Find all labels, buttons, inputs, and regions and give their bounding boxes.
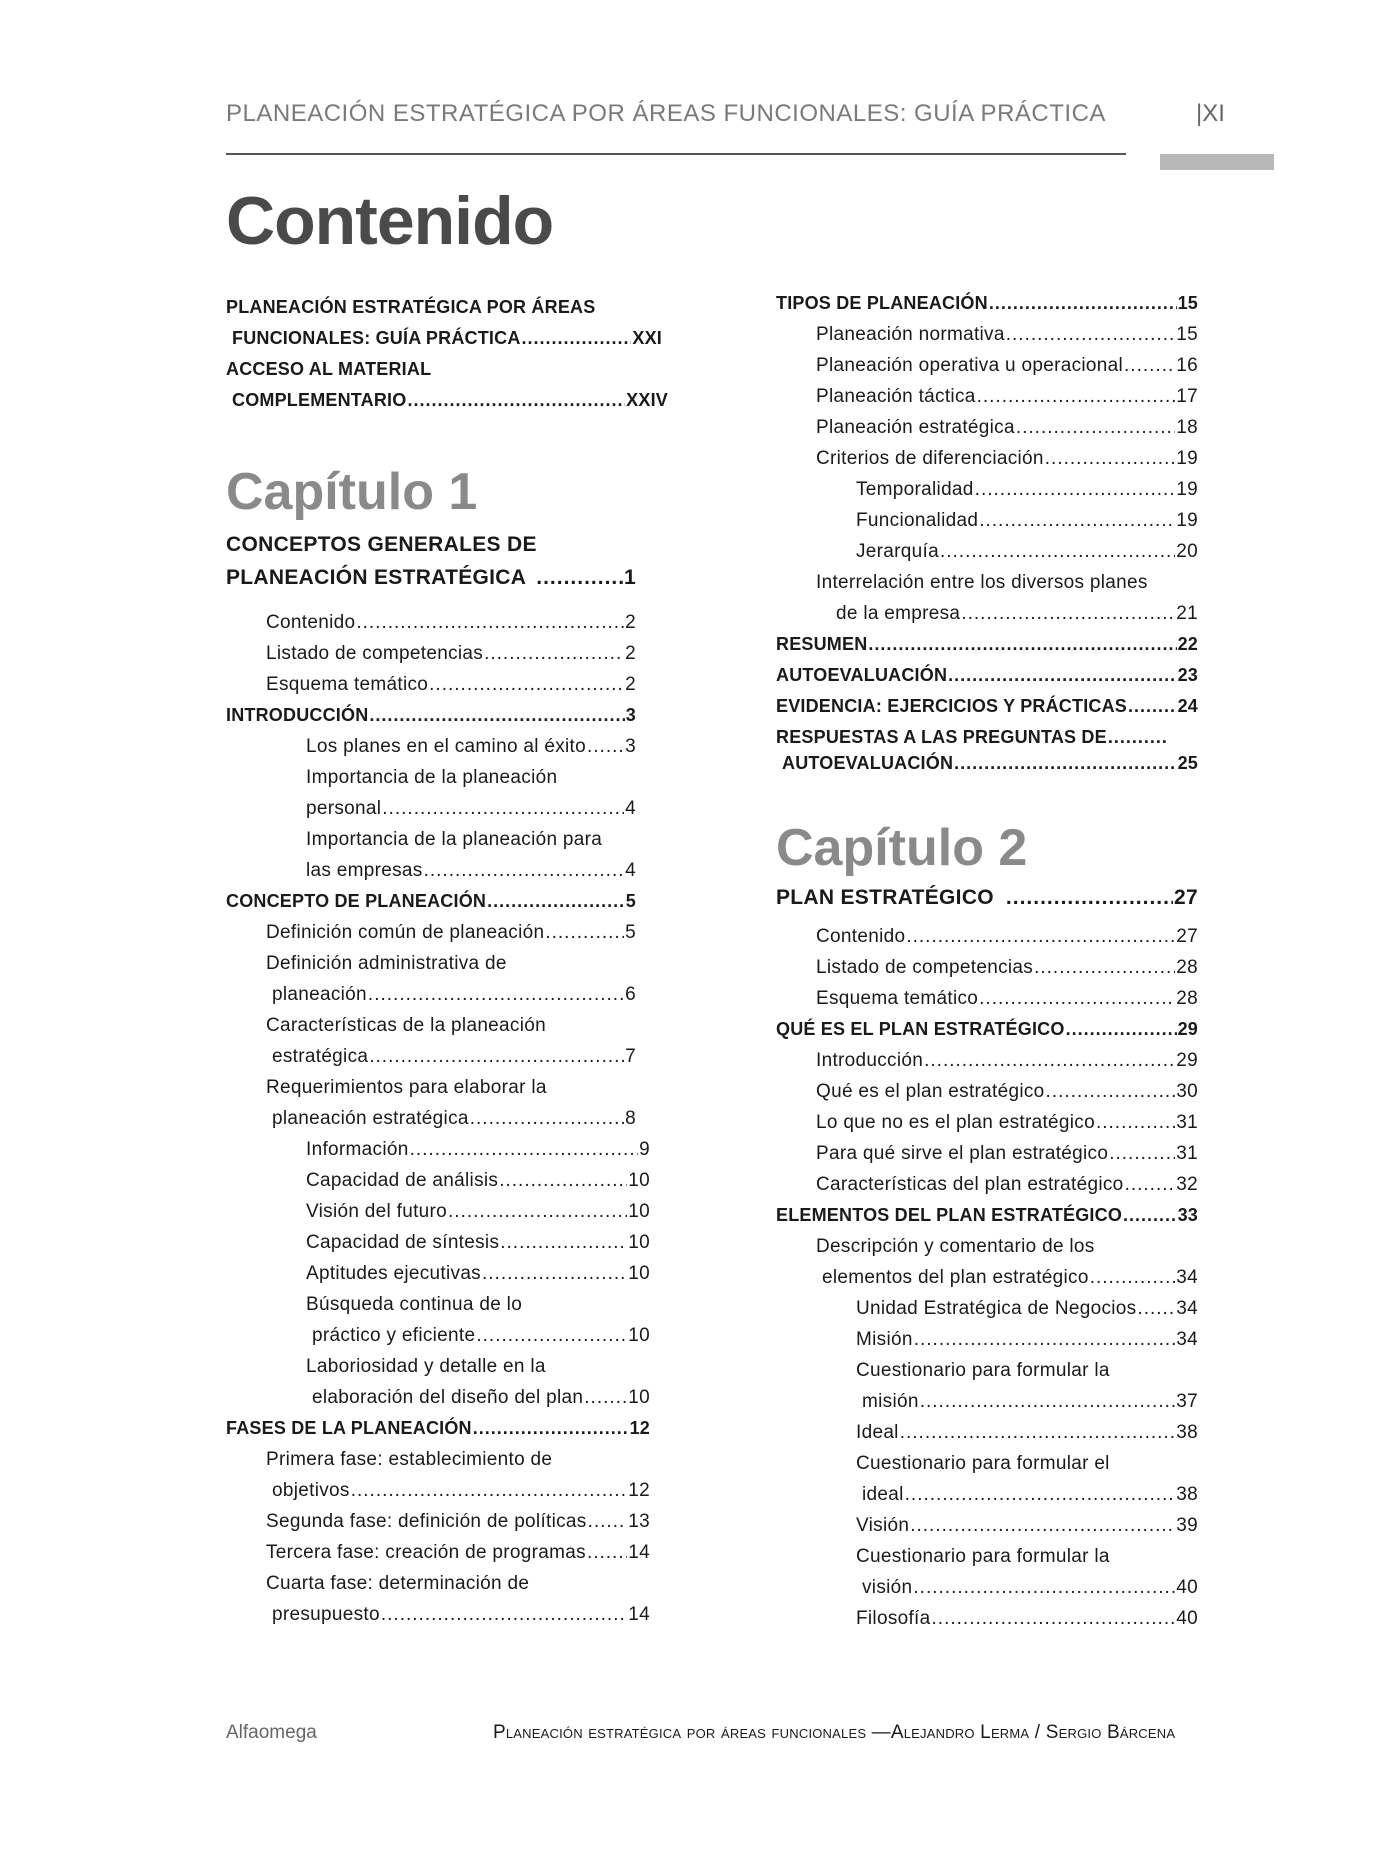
toc-entry-page: 5: [625, 891, 636, 911]
toc-entry: [816, 417, 1198, 439]
toc-entry: [306, 1232, 650, 1254]
toc-entry-page: XXI: [632, 328, 662, 348]
toc-entry: [816, 926, 1198, 948]
leader-dots: [920, 1391, 1176, 1413]
leader-dots: [588, 1511, 628, 1533]
leader-dots: [476, 1325, 627, 1347]
leader-dots: [989, 293, 1177, 314]
toc-entry: [782, 753, 1198, 774]
toc-entry-page: 33: [1177, 1205, 1198, 1225]
leader-dots: [587, 1542, 627, 1564]
leader-dots: [940, 541, 1175, 563]
toc-entry-page: 10: [628, 1325, 650, 1346]
leader-dots: [932, 1608, 1176, 1630]
toc-entry: [266, 643, 636, 665]
toc-entry-page: 27: [1174, 886, 1198, 909]
toc-entry-text: planeación estratégica: [272, 1108, 469, 1129]
toc-entry-page: 6: [625, 984, 636, 1005]
toc-entry: ACCESO AL MATERIAL: [226, 359, 432, 379]
toc-entry-page: 4: [625, 860, 636, 881]
toc-entry-page: 29: [1177, 1019, 1198, 1039]
toc-entry-text: Unidad Estratégica de Negocios: [856, 1298, 1137, 1319]
leader-dots: [584, 1387, 627, 1409]
leader-dots: [1109, 1143, 1175, 1165]
toc-entry: [836, 603, 1198, 625]
toc-entry: [856, 1329, 1198, 1351]
toc-entry: Cuarta fase: determinación de: [266, 1573, 530, 1594]
toc-entry-text: PLANEACIÓN ESTRATÉGICA: [226, 566, 527, 589]
toc-entry-text: RESUMEN: [776, 634, 868, 654]
toc-entry-text: Planeación estratégica: [816, 417, 1015, 438]
toc-entry-page: 25: [1177, 753, 1198, 773]
toc-entry-text: las empresas: [306, 860, 423, 881]
toc-entry-text: EVIDENCIA: EJERCICIOS Y PRÁCTICAS: [776, 696, 1127, 716]
toc-entry-text: Contenido: [816, 926, 906, 947]
toc-entry-text: Criterios de diferenciación: [816, 448, 1044, 469]
toc-entry-page: 23: [1177, 665, 1198, 685]
toc-entry-page: 10: [628, 1201, 650, 1222]
leader-dots: [1034, 957, 1175, 979]
toc-entry: Definición administrativa de: [266, 953, 507, 974]
toc-entry: [816, 1081, 1198, 1103]
toc-entry: [776, 727, 1170, 748]
toc-entry: [266, 612, 636, 634]
toc-entry-text: AUTOEVALUACIÓN: [776, 665, 948, 685]
leader-dots: [914, 1329, 1176, 1351]
toc-entry: [856, 1298, 1198, 1320]
toc-entry-page: 15: [1177, 293, 1198, 313]
toc-entry: Primera fase: establecimiento de: [266, 1449, 553, 1470]
toc-entry-text: Qué es el plan estratégico: [816, 1081, 1045, 1102]
toc-entry-page: 2: [625, 612, 636, 633]
toc-entry-page: 38: [1176, 1484, 1198, 1505]
toc-entry: [816, 1143, 1198, 1165]
toc-entry-text: Listado de competencias: [266, 643, 484, 664]
toc-entry-text: elaboración del diseño del plan: [312, 1387, 584, 1408]
toc-entry-text: objetivos: [272, 1480, 350, 1501]
toc-entry-page: 4: [625, 798, 636, 819]
leader-dots: [979, 510, 1175, 532]
header-rule: [226, 153, 1126, 155]
toc-entry: Cuestionario para formular el: [856, 1453, 1110, 1474]
toc-entry: [272, 1480, 650, 1502]
toc-entry: Importancia de la planeación para: [306, 829, 603, 850]
toc-entry-page: 10: [628, 1170, 650, 1191]
leader-dots: [1124, 355, 1175, 377]
toc-entry: [862, 1391, 1198, 1413]
leader-dots: [1128, 696, 1177, 717]
toc-entry-text: Planeación táctica: [816, 386, 976, 407]
toc-entry-page: 21: [1176, 603, 1198, 624]
toc-entry-text: COMPLEMENTARIO: [232, 390, 407, 410]
toc-entry: Características de la planeación: [266, 1015, 546, 1036]
toc-entry-page: 19: [1176, 448, 1198, 469]
toc-entry: Cuestionario para formular la: [856, 1360, 1110, 1381]
leader-dots: [975, 479, 1176, 501]
leader-dots: [351, 1480, 628, 1502]
toc-entry: [862, 1577, 1198, 1599]
toc-entry: [816, 1050, 1198, 1072]
leader-dots: [868, 634, 1176, 655]
toc-entry-text: Visión: [856, 1515, 910, 1536]
leader-dots: [905, 1484, 1176, 1506]
toc-entry-page: 39: [1176, 1515, 1198, 1536]
leader-dots: [954, 753, 1176, 774]
toc-entry-page: 12: [629, 1418, 650, 1438]
toc-entry-text: Jerarquía: [856, 541, 939, 562]
toc-entry-text: elementos del plan estratégico: [822, 1267, 1089, 1288]
toc-entry: [816, 988, 1198, 1010]
leader-dots: [910, 1515, 1175, 1537]
toc-entry: Cuestionario para formular la: [856, 1546, 1110, 1567]
toc-entry: [816, 1174, 1198, 1196]
toc-entry-text: Esquema temático: [816, 988, 979, 1009]
toc-entry-page: 28: [1176, 957, 1198, 978]
leader-dots: [382, 798, 624, 820]
toc-entry: [232, 390, 668, 411]
toc-entry: [776, 696, 1198, 717]
toc-entry-text: Esquema temático: [266, 674, 429, 695]
toc-entry-text: planeación: [272, 984, 367, 1005]
toc-entry: [856, 1608, 1198, 1630]
leader-dots: [429, 674, 624, 696]
toc-entry-page: 2: [625, 674, 636, 695]
toc-entry: [266, 1511, 650, 1533]
toc-entry-text: Misión: [856, 1329, 913, 1350]
toc-entry: [822, 1267, 1198, 1289]
leader-dots: [961, 603, 1175, 625]
leader-dots: [977, 386, 1176, 408]
toc-entry-text: ideal: [862, 1484, 904, 1505]
leader-dots: [1137, 1298, 1175, 1320]
leader-dots: [484, 643, 624, 665]
toc-entry-text: CONCEPTO DE PLANEACIÓN: [226, 891, 487, 911]
toc-entry: [226, 891, 636, 912]
toc-entry-page: 37: [1176, 1391, 1198, 1412]
leader-dots: [473, 1418, 629, 1439]
leader-dots: [369, 705, 624, 726]
toc-entry-text: TIPOS DE PLANEACIÓN: [776, 293, 988, 313]
toc-entry-text: Funcionalidad: [856, 510, 979, 531]
toc-entry-page: 10: [628, 1263, 650, 1284]
toc-entry: [266, 674, 636, 696]
toc-entry: [816, 957, 1198, 979]
toc-entry: [856, 510, 1198, 532]
toc-entry-page: 3: [625, 736, 636, 757]
toc-entry-text: RESPUESTAS A LAS PREGUNTAS DE: [776, 727, 1107, 747]
toc-entry: [312, 1325, 650, 1347]
toc-entry-page: 32: [1176, 1174, 1198, 1195]
toc-entry-text: Listado de competencias: [816, 957, 1034, 978]
toc-entry: [776, 665, 1198, 686]
toc-entry-page: 9: [639, 1139, 650, 1160]
toc-entry: [306, 798, 636, 820]
toc-entry-text: Filosofía: [856, 1608, 931, 1629]
toc-entry-page: 17: [1176, 386, 1198, 407]
leader-dots: [1090, 1267, 1176, 1289]
toc-entry-page: 29: [1176, 1050, 1198, 1071]
leader-dots: [1006, 324, 1176, 346]
toc-entry-page: 31: [1176, 1112, 1198, 1133]
toc-entry-page: 10: [628, 1387, 650, 1408]
toc-entry: [272, 984, 636, 1006]
toc-entry: Requerimientos para elaborar la: [266, 1077, 547, 1098]
toc-entry-page: 27: [1176, 926, 1198, 947]
toc-entry-page: 5: [625, 922, 636, 943]
toc-entry: [816, 448, 1198, 470]
toc-entry: [306, 1201, 650, 1223]
toc-entry: [862, 1484, 1198, 1506]
leader-dots: [499, 1170, 627, 1192]
toc-entry: [816, 355, 1198, 377]
toc-entry: Importancia de la planeación: [306, 767, 558, 788]
toc-entry-page: 40: [1176, 1577, 1198, 1598]
page-number: |XI: [1196, 100, 1225, 127]
toc-entry-page: 38: [1176, 1422, 1198, 1443]
toc-entry: [816, 324, 1198, 346]
toc-entry: [306, 1263, 650, 1285]
toc-entry-text: misión: [862, 1391, 919, 1412]
toc-entry: [266, 922, 636, 944]
toc-entry-page: 12: [628, 1480, 650, 1501]
toc-entry: [272, 1046, 636, 1068]
toc-entry: Laboriosidad y detalle en la: [306, 1356, 546, 1377]
toc-entry: [272, 1108, 636, 1130]
toc-entry: [266, 1542, 650, 1564]
leader-dots: [948, 665, 1176, 686]
leader-dots: [1125, 1174, 1176, 1196]
toc-entry-text: Para qué sirve el plan estratégico: [816, 1143, 1109, 1164]
toc-entry-text: QUÉ ES EL PLAN ESTRATÉGICO: [776, 1019, 1065, 1039]
leader-dots: [913, 1577, 1175, 1599]
toc-entry: [776, 1205, 1198, 1226]
toc-entry-text: Planeación normativa: [816, 324, 1005, 345]
toc-entry-page: 2: [625, 643, 636, 664]
toc-entry-page: 18: [1176, 417, 1198, 438]
chapter-1-title: CONCEPTOS GENERALES DE: [226, 533, 537, 556]
toc-entry-text: personal: [306, 798, 382, 819]
toc-entry-page: 3: [625, 705, 636, 725]
leader-dots: [410, 1139, 639, 1161]
leader-dots: [1096, 1112, 1175, 1134]
toc-entry-text: ELEMENTOS DEL PLAN ESTRATÉGICO: [776, 1205, 1123, 1225]
toc-entry-text: INTRODUCCIÓN: [226, 705, 369, 725]
toc-entry-text: Aptitudes ejecutivas: [306, 1263, 481, 1284]
toc-entry-page: 14: [628, 1542, 650, 1563]
toc-entry-page: 30: [1176, 1081, 1198, 1102]
running-header-title: PLANEACIÓN ESTRATÉGICA POR ÁREAS FUNCIONALES: GUÍA PRÁCTICA: [226, 100, 1106, 127]
leader-dots: [1066, 1019, 1177, 1040]
toc-entry-text: AUTOEVALUACIÓN: [782, 753, 954, 773]
toc-entry-text: Visión del futuro: [306, 1201, 448, 1222]
toc-entry: [272, 1604, 650, 1626]
leader-dots: [906, 926, 1175, 948]
page-title: Contenido: [226, 183, 554, 259]
toc-entry: [856, 1422, 1198, 1444]
leader-dots: [448, 1201, 627, 1223]
toc-entry: PLANEACIÓN ESTRATÉGICA POR ÁREAS: [226, 297, 596, 317]
toc-entry: [306, 1139, 650, 1161]
leader-dots: [487, 891, 625, 912]
toc-entry-page: XXIV: [626, 390, 668, 410]
chapter-2-heading: Capítulo 2: [776, 819, 1028, 877]
toc-entry: [226, 1418, 650, 1439]
toc-entry-text: Ideal: [856, 1422, 899, 1443]
toc-entry-page: 34: [1176, 1329, 1198, 1350]
toc-entry-text: de la empresa: [836, 603, 961, 624]
toc-entry-page: 19: [1176, 510, 1198, 531]
chapter-1-title: [226, 566, 636, 590]
toc-entry-text: estratégica: [272, 1046, 369, 1067]
toc-entry-text: Capacidad de análisis: [306, 1170, 499, 1191]
leader-dots: [1123, 1205, 1177, 1226]
toc-entry: [856, 1515, 1198, 1537]
toc-entry-page: 7: [625, 1046, 636, 1067]
toc-entry-page: 14: [628, 1604, 650, 1625]
toc-entry: [856, 479, 1198, 501]
leader-dots: [1108, 727, 1169, 748]
toc-entry-page: 20: [1176, 541, 1198, 562]
toc-entry: [306, 1170, 650, 1192]
footer-book-info: Planeación estratégica por áreas funcionales —Alejandro Lerma / Sergio Bárcena: [493, 1722, 1176, 1743]
toc-entry-text: Introducción: [816, 1050, 924, 1071]
toc-entry-text: Definición común de planeación: [266, 922, 545, 943]
leader-dots: [979, 988, 1175, 1010]
toc-entry-text: Contenido: [266, 612, 356, 633]
leader-dots: [368, 984, 624, 1006]
leader-dots: [924, 1050, 1175, 1072]
toc-entry-page: 10: [628, 1232, 650, 1253]
leader-dots: [356, 612, 624, 634]
leader-dots: [900, 1422, 1176, 1444]
toc-entry-text: PLAN ESTRATÉGICO: [776, 886, 994, 909]
toc-entry-text: Capacidad de síntesis: [306, 1232, 500, 1253]
toc-entry-text: Segunda fase: definición de políticas: [266, 1511, 587, 1532]
toc-entry: [856, 541, 1198, 563]
gray-tab-decoration: [1160, 154, 1274, 170]
leader-dots: [470, 1108, 624, 1130]
toc-entry: Búsqueda continua de lo: [306, 1294, 523, 1315]
toc-entry-text: FASES DE LA PLANEACIÓN: [226, 1418, 472, 1438]
footer-publisher: Alfaomega: [226, 1722, 317, 1743]
toc-entry-text: Información: [306, 1139, 409, 1160]
chapter-2-title: [776, 886, 1198, 910]
toc-entry-page: 34: [1176, 1298, 1198, 1319]
leader-dots: [1045, 448, 1176, 470]
toc-entry-page: 22: [1177, 634, 1198, 654]
toc-entry-page: 40: [1176, 1608, 1198, 1629]
leader-dots: [381, 1604, 627, 1626]
toc-entry-page: 8: [625, 1108, 636, 1129]
toc-entry-page: 31: [1176, 1143, 1198, 1164]
toc-entry-page: 34: [1176, 1267, 1198, 1288]
toc-entry-text: Lo que no es el plan estratégico: [816, 1112, 1095, 1133]
toc-entry-text: práctico y eficiente: [312, 1325, 476, 1346]
toc-entry: [306, 860, 636, 882]
toc-entry: Interrelación entre los diversos planes: [816, 572, 1148, 593]
toc-entry-page: 24: [1177, 696, 1198, 716]
toc-entry-page: 28: [1176, 988, 1198, 1009]
toc-entry: Descripción y comentario de los: [816, 1236, 1095, 1257]
leader-dots: [482, 1263, 627, 1285]
toc-entry-text: Temporalidad: [856, 479, 974, 500]
toc-entry: [776, 1019, 1198, 1040]
toc-entry: [232, 328, 662, 349]
toc-entry-text: FUNCIONALES: GUÍA PRÁCTICA: [232, 328, 521, 348]
toc-entry-text: Tercera fase: creación de programas: [266, 1542, 586, 1563]
toc-entry-page: 13: [628, 1511, 650, 1532]
leader-dots: [424, 860, 625, 882]
toc-entry: [226, 705, 636, 726]
leader-dots: [369, 1046, 624, 1068]
toc-entry-page: 1: [624, 566, 636, 589]
toc-entry-page: 19: [1176, 479, 1198, 500]
toc-entry: [776, 293, 1198, 314]
leader-dots: [500, 1232, 627, 1254]
toc-entry-text: visión: [862, 1577, 913, 1598]
toc-entry: [776, 634, 1198, 655]
toc-entry-page: 15: [1176, 324, 1198, 345]
toc-entry-text: Planeación operativa u operacional: [816, 355, 1124, 376]
leader-dots: [545, 922, 624, 944]
toc-entry-text: Características del plan estratégico: [816, 1174, 1124, 1195]
chapter-1-heading: Capítulo 1: [226, 463, 478, 521]
toc-entry-text: Los planes en el camino al éxito: [306, 736, 586, 757]
leader-dots: [587, 736, 624, 758]
toc-entry: [306, 736, 636, 758]
leader-dots: [1046, 1081, 1176, 1103]
toc-entry-page: 16: [1176, 355, 1198, 376]
leader-dots: [1016, 417, 1175, 439]
toc-entry: [312, 1387, 650, 1409]
toc-entry: [816, 1112, 1198, 1134]
toc-entry: [816, 386, 1198, 408]
toc-entry-text: presupuesto: [272, 1604, 380, 1625]
